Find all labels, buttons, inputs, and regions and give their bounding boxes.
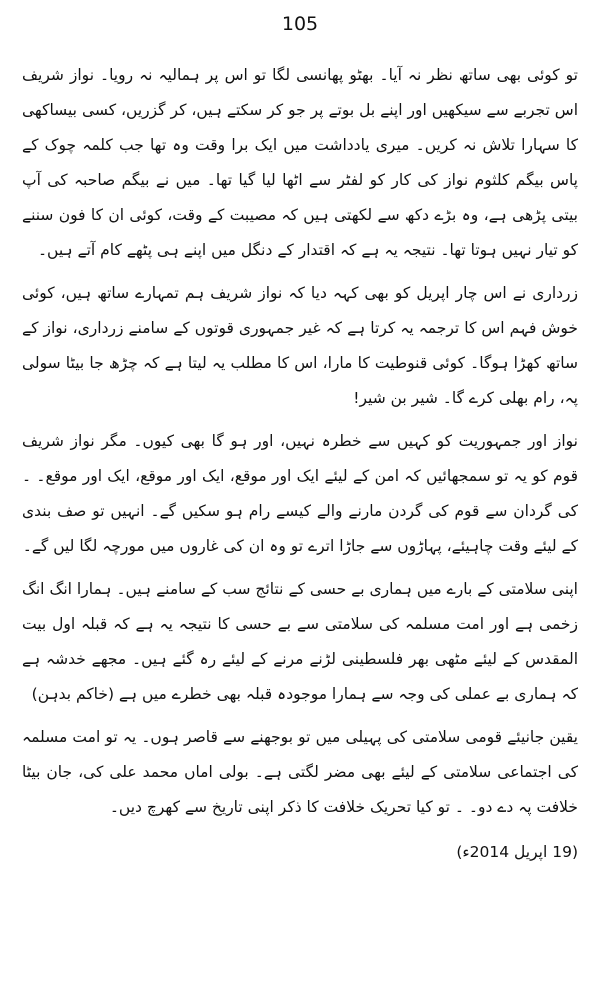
article-date: (19 اپریل 2014ء) [456,843,578,861]
paragraph-4: اپنی سلامتی کے بارے میں ہماری بے حسی کے نتائج سب کے سامنے ہیں۔ ہمارا انگ انگ زخمی ہے اور امت مسلمہ کی سلامتی سے بے حسی کا نتیجہ یہ ہے کہ قبلہ اول بیت المقدس کے لیئے مٹھی بھر فلسطینی لڑنے مرنے کے لیئے رہ گئے ہیں۔ مجھے خدشہ ہے کہ ہماری بے عملی کی وجہ سے ہمارا موجودہ قبلہ بھی خطرے میں ہے (خاکم بدہن) [22,580,578,703]
article-body [22,58,578,870]
paragraph-2: زرداری نے اس چار اپریل کو بھی کہہ دیا کہ نواز شریف ہم تمہارے ساتھ ہیں، کوئی خوش فہم اس کا ترجمہ یہ کرتا ہے کہ غیر جمہوری قوتوں کے سامنے زرداری، نواز کے ساتھ کھڑا ہوگا۔ کوئی قنوطیت کا مارا، اس کا مطلب یہ لیتا ہے کہ چڑھ جا بیٹا سولی پہ، رام بھلی کرے گا۔ شیر بن شیر! [22,284,578,407]
paragraph-3: نواز اور جمہوریت کو کہیں سے خطرہ نہیں، اور ہو گا بھی کیوں۔ مگر نواز شریف قوم کو یہ تو سمجھائیں کہ امن کے لیئے ایک اور موقع، ایک اور موقع، ایک اور موقع۔ ۔ کی گردان سے قوم کی گردن مارنے والے کیسے رام ہو سکیں گے۔ انہیں تو صف بندی کے لیئے وقت چاہیئے، پہاڑوں سے جاڑا اترے تو وہ ان کی غاروں میں مورچہ لگا لیں گے۔ [22,432,578,555]
paragraph-5: یقین جانیئے قومی سلامتی کی پہیلی میں تو بوجھنے سے قاصر ہوں۔ یہ تو امت مسلمہ کی اجتماعی سلامتی کے لیئے بھی مضر لگتی ہے۔ بولی اماں محمد علی کی، جان بیٹا خلافت پہ دے دو۔ ۔ تو کیا تحریک خلافت کا ذکر اپنی تاریخ سے کھرچ دیں۔ [22,728,578,816]
paragraph-1: تو کوئی بھی ساتھ نظر نہ آیا۔ بھٹو پھانسی لگا تو اس پر ہمالیہ نہ رویا۔ نواز شریف اس تجربے سے سیکھیں اور اپنے بل بوتے پر جو کر سکتے ہیں، کر گزریں، کسی بیساکھی کا سہارا تلاش نہ کریں۔ میری یادداشت میں ایک برا وقت وہ تھا جب کلمہ چوک کے پاس بیگم کلثوم نواز کی کار کو لفٹر سے اٹھا لیا گیا تھا۔ میں نے بیگم صاحبہ کی آپ بیتی پڑھی ہے، وہ بڑے دکھ سے لکھتی ہیں کہ مصیبت کے وقت، کوئی ان کا فون سننے کو تیار نہیں ہوتا تھا۔ نتیجہ یہ ہے کہ اقتدار کے دنگل میں اپنے ہی پٹھے کام آتے ہیں۔ [22,66,578,259]
page-number: 105 [281,13,319,35]
